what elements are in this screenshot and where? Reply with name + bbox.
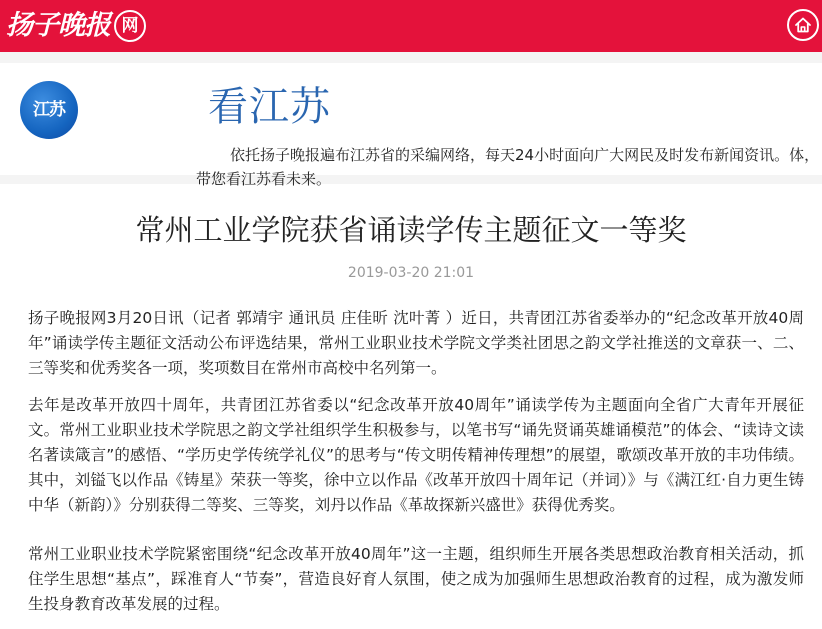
site-logo-text: 扬子晚报	[6, 10, 110, 41]
home-button[interactable]	[787, 9, 819, 41]
article-paragraph: 扬子晚报网3月20日讯（记者 郭靖宇 通讯员 庄佳昕 沈叶菁 ）近日，共青团江苏省委举办的“纪念改革开放40周年”诵读学传主题征文活动公布评选结果，常州工业职业技术学院文学类社团思之韵文学社推送的文章获一、二、三等奖和优秀奖各一项，奖项数目在常州市高校中名列第一。	[28, 309, 804, 377]
site-logo-badge: 网	[114, 10, 146, 42]
site-header	[0, 0, 822, 52]
home-icon	[794, 16, 812, 34]
channel-banner	[0, 52, 822, 188]
article-paragraph: 常州工业职业技术学院紧密围绕“纪念改革开放40周年”这一主题，组织师生开展各类思想政治教育相关活动，抓住学生思想“基点”，踩准育人“节奏”，营造良好育人氛围，使之成为加强师生思想政治教育的过程，成为激发师生投身教育改革发展的过程。	[28, 545, 804, 613]
channel-title[interactable]: 看江苏	[208, 84, 331, 130]
site-logo[interactable]	[6, 6, 146, 46]
article-paragraph: 去年是改革开放四十周年，共青团江苏省委以“纪念改革开放40周年”诵读学传为主题面向全省广大青年开展征文。常州工业职业技术学院思之韵文学社组织学生积极参与，以笔书写“诵先贤诵英雄诵模范”的体会、“读诗文读名著读箴言”的感悟、“学历史学传统学礼仪”的思考与“传文明传精神传理想”的展望，歌颂改革开放的丰功伟绩。其中，刘镒飞以作品《铸星》荣获一等奖，徐中立以作品《改革开放四十周年记（并词）》与《满江红·自力更生铸中华（新韵）》分别获得二等奖、三等奖，刘丹以作品《革故探新兴盛世》获得优秀奖。	[28, 396, 804, 514]
channel-icon[interactable]: 江苏	[20, 81, 78, 139]
article-title: 常州工业学院获省诵读学传主题征文一等奖	[135, 213, 687, 247]
channel-band	[0, 63, 822, 188]
channel-description: 依托扬子晚报遍布江苏省的采编网络，每天24小时面向广大网民及时发布新闻资讯。体，带您看江苏看未来。	[196, 146, 820, 188]
article-date: 2019-03-20 21:01	[347, 265, 475, 281]
